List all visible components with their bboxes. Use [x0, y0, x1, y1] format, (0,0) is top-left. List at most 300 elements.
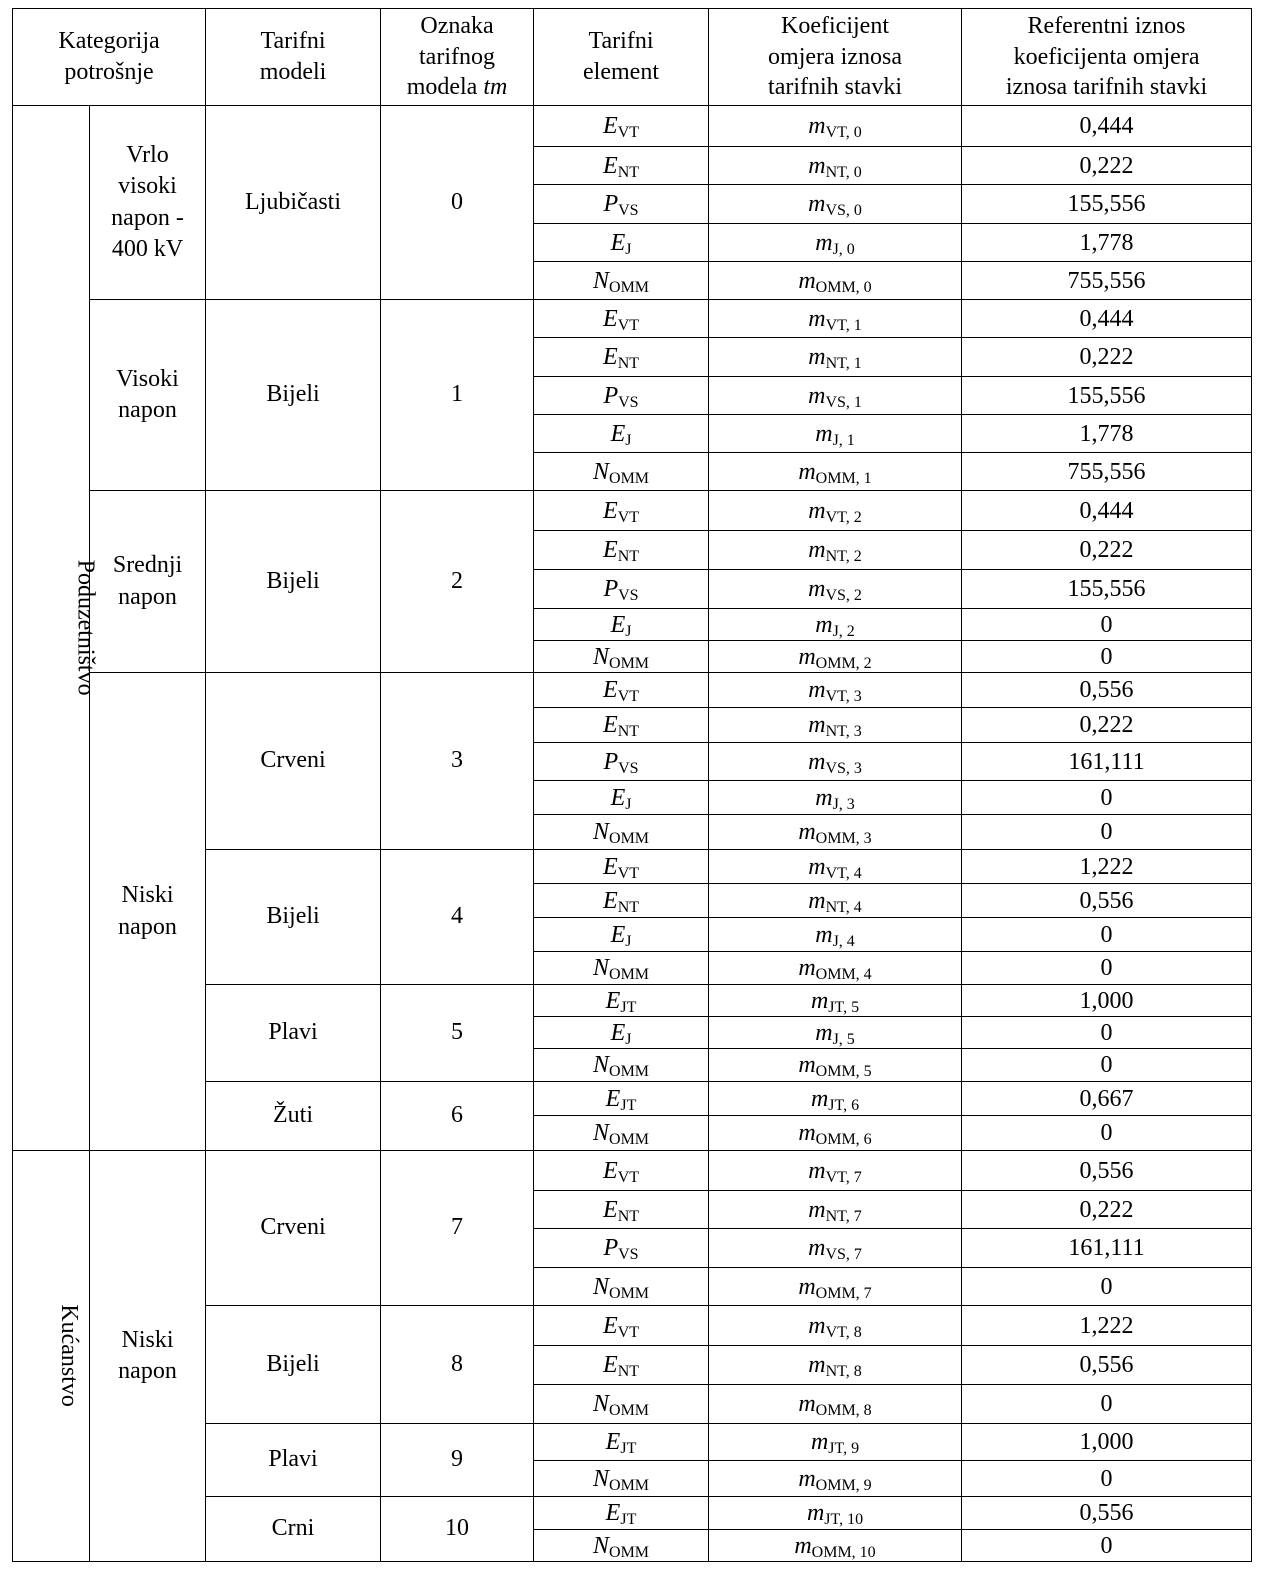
coefficient-cell [709, 262, 962, 300]
element-symbol: E [605, 1429, 621, 1455]
coefficient-subscript: OMM, 3 [815, 830, 872, 847]
reference-value-cell: 0,222 [962, 338, 1252, 377]
header-models: Tarifni modeli [206, 9, 381, 106]
coefficient-symbol: m [808, 1157, 826, 1184]
element-subscript: JT [620, 1511, 637, 1528]
element-subscript: VS [618, 759, 639, 777]
element-subscript: VT [617, 864, 640, 882]
element-symbol: E [605, 1500, 621, 1526]
element-subscript: VT [617, 688, 640, 705]
header-row [13, 9, 1252, 106]
reference-value-cell: 0,222 [962, 147, 1252, 185]
coefficient-subscript: JT, 6 [828, 1096, 860, 1114]
element-symbol: E [603, 1196, 618, 1223]
element-subscript: OMM [609, 1402, 650, 1419]
tariff-model-tm-cell: 5 [381, 985, 534, 1082]
element-subscript: J [625, 240, 632, 258]
coefficient-subscript: J, 2 [832, 622, 855, 640]
coefficient-subscript: NT, 7 [825, 1207, 862, 1225]
voltage-level-cell: Vrlo visoki napon - 400 kV [90, 106, 206, 300]
header-element: Tarifni element [534, 9, 709, 106]
element-symbol: N [593, 1532, 610, 1559]
coefficient-cell [709, 1385, 962, 1424]
table-body [13, 106, 1252, 1562]
coefficient-cell [709, 377, 962, 415]
coefficient-subscript: OMM, 4 [815, 966, 872, 983]
tariff-model-tm-cell: 7 [381, 1151, 534, 1306]
reference-value-cell: 1,778 [962, 415, 1252, 453]
coefficient-symbol: m [798, 643, 816, 670]
tariff-model-cell: Plavi [206, 1424, 381, 1497]
coefficient-subscript: OMM, 2 [815, 654, 872, 672]
tariff-element-cell [534, 1229, 709, 1268]
tariff-element-cell [534, 1191, 709, 1229]
tariff-element-cell [534, 570, 709, 609]
coefficient-symbol: m [808, 497, 826, 524]
element-symbol: E [603, 537, 618, 563]
reference-value-cell: 0,556 [962, 884, 1252, 918]
coefficient-symbol: m [808, 537, 826, 563]
element-symbol: E [610, 420, 626, 447]
voltage-level-cell: Visoki napon [90, 300, 206, 491]
coefficient-subscript: OMM, 9 [815, 1476, 872, 1494]
tariff-element-cell [534, 708, 709, 743]
coefficient-subscript: VS, 2 [825, 587, 862, 604]
coefficient-symbol: m [810, 987, 829, 1014]
reference-value-cell: 755,556 [962, 262, 1252, 300]
element-symbol: E [603, 1352, 618, 1378]
element-symbol: E [603, 344, 618, 370]
element-subscript: VS [618, 1246, 639, 1263]
element-subscript: VT [617, 316, 640, 334]
coefficient-subscript: JT, 9 [828, 1440, 860, 1457]
element-subscript: OMM [609, 1476, 650, 1494]
header-tm-italic: tm [483, 74, 508, 101]
element-subscript: VT [617, 124, 640, 141]
element-symbol: P [603, 382, 619, 409]
coefficient-symbol: m [808, 344, 826, 370]
coefficient-cell [709, 673, 962, 708]
coefficient-cell [709, 1346, 962, 1385]
tariff-element-cell [534, 609, 709, 641]
coefficient-cell [709, 415, 962, 453]
coefficient-cell [709, 570, 962, 609]
tariff-element-cell [534, 415, 709, 453]
element-symbol: E [610, 921, 626, 948]
coefficient-cell [709, 743, 962, 781]
tariff-model-tm-cell: 3 [381, 673, 534, 850]
element-symbol: E [610, 229, 626, 256]
element-subscript: OMM [609, 830, 650, 847]
coefficient-symbol: m [798, 819, 816, 845]
reference-value-cell: 1,000 [962, 985, 1252, 1017]
coefficient-symbol: m [798, 955, 816, 981]
coefficient-cell [709, 1017, 962, 1049]
element-symbol: N [593, 1120, 610, 1146]
coefficient-cell [709, 491, 962, 531]
reference-value-cell: 155,556 [962, 570, 1252, 609]
tariff-element-cell [534, 1082, 709, 1116]
reference-value-cell: 1,222 [962, 1306, 1252, 1346]
element-symbol: N [593, 955, 610, 981]
element-subscript: JT [620, 998, 637, 1016]
tariff-model-tm-cell: 9 [381, 1424, 534, 1497]
coefficient-cell [709, 1530, 962, 1562]
coefficient-symbol: m [815, 611, 833, 638]
reference-value-cell: 755,556 [962, 453, 1252, 491]
tariff-element-cell [534, 491, 709, 531]
coefficient-subscript: OMM, 1 [815, 469, 872, 487]
element-symbol: E [610, 784, 626, 811]
coefficient-cell [709, 884, 962, 918]
voltage-level-cell: Niski napon [90, 1151, 206, 1562]
coefficient-subscript: J, 1 [832, 431, 855, 449]
coefficient-subscript: VT, 4 [825, 864, 862, 882]
coefficient-cell [709, 850, 962, 884]
coefficient-symbol: m [815, 229, 833, 256]
tariff-element-cell [534, 1151, 709, 1191]
element-symbol: E [603, 853, 618, 880]
element-subscript: VT [617, 508, 640, 526]
tariff-coefficients-table [12, 8, 1252, 1562]
coefficient-symbol: m [798, 1391, 816, 1417]
coefficient-subscript: JT, 10 [824, 1511, 864, 1528]
tariff-model-cell: Bijeli [206, 1306, 381, 1424]
element-subscript: VT [617, 1323, 640, 1341]
tariff-model-tm-cell: 6 [381, 1082, 534, 1151]
category-label: Kućanstvo [55, 1304, 82, 1408]
coefficient-symbol: m [808, 305, 826, 332]
element-subscript: J [625, 1030, 632, 1048]
coefficient-cell [709, 1306, 962, 1346]
coefficient-cell [709, 1049, 962, 1082]
reference-value-cell: 0 [962, 952, 1252, 985]
tariff-model-cell: Žuti [206, 1082, 381, 1151]
tariff-element-cell [534, 300, 709, 338]
table-row [13, 673, 1252, 708]
element-subscript: JT [620, 1440, 637, 1457]
coefficient-cell [709, 1497, 962, 1530]
element-subscript: J [625, 932, 632, 950]
table-row [13, 491, 1252, 531]
element-symbol: P [603, 1235, 619, 1261]
coefficient-cell [709, 609, 962, 641]
category-label: Poduzetništvo [72, 560, 99, 696]
element-symbol: P [603, 748, 619, 775]
coefficient-subscript: VT, 1 [825, 316, 862, 334]
element-symbol: N [593, 458, 610, 485]
coefficient-cell [709, 147, 962, 185]
coefficient-subscript: J, 5 [832, 1030, 855, 1048]
element-subscript: NT [617, 355, 640, 372]
coefficient-symbol: m [808, 1235, 826, 1261]
reference-value-cell: 0 [962, 815, 1252, 850]
reference-value-cell: 0,667 [962, 1082, 1252, 1116]
element-subscript: J [625, 795, 632, 813]
table-row [13, 106, 1252, 147]
element-subscript: OMM [609, 654, 650, 672]
element-symbol: E [603, 887, 618, 914]
reference-value-cell: 0,444 [962, 491, 1252, 531]
coefficient-cell [709, 641, 962, 673]
tariff-element-cell [534, 985, 709, 1017]
coefficient-subscript: VT, 8 [825, 1323, 862, 1341]
tariff-element-cell [534, 106, 709, 147]
coefficient-subscript: NT, 1 [825, 355, 862, 372]
coefficient-symbol: m [808, 576, 826, 602]
tariff-element-cell [534, 185, 709, 224]
element-symbol: N [593, 1052, 610, 1078]
coefficient-cell [709, 815, 962, 850]
coefficient-symbol: m [798, 267, 816, 294]
tariff-model-tm-cell: 2 [381, 491, 534, 673]
element-subscript: NT [617, 723, 640, 740]
tariff-element-cell [534, 1306, 709, 1346]
element-subscript: NT [617, 163, 640, 181]
coefficient-cell [709, 531, 962, 570]
coefficient-cell [709, 1191, 962, 1229]
tariff-model-tm-cell: 4 [381, 850, 534, 985]
coefficient-symbol: m [806, 1500, 825, 1526]
tariff-element-cell [534, 453, 709, 491]
element-symbol: E [603, 712, 618, 738]
reference-value-cell: 0,556 [962, 1346, 1252, 1385]
coefficient-symbol: m [808, 113, 826, 139]
tariff-element-cell [534, 377, 709, 415]
reference-value-cell: 0,222 [962, 708, 1252, 743]
header-tm-text: Oznaka tarifnog modela [406, 12, 495, 101]
coefficient-subscript: NT, 3 [825, 723, 862, 740]
coefficient-subscript: OMM, 5 [815, 1063, 872, 1080]
coefficient-symbol: m [815, 921, 833, 948]
tariff-element-cell [534, 743, 709, 781]
coefficient-subscript: VT, 3 [825, 688, 862, 705]
tariff-element-cell [534, 1497, 709, 1530]
coefficient-subscript: VT, 2 [825, 508, 862, 526]
tariff-element-cell [534, 815, 709, 850]
element-symbol: E [605, 1085, 621, 1112]
element-subscript: JT [620, 1096, 637, 1114]
coefficient-subscript: VT, 0 [825, 124, 862, 141]
coefficient-symbol: m [808, 712, 826, 738]
element-symbol: N [593, 1465, 610, 1492]
tariff-model-tm-cell: 0 [381, 106, 534, 300]
reference-value-cell: 0 [962, 1268, 1252, 1306]
coefficient-cell [709, 224, 962, 262]
tariff-model-cell: Bijeli [206, 491, 381, 673]
coefficient-symbol: m [798, 1465, 816, 1492]
reference-value-cell: 155,556 [962, 185, 1252, 224]
reference-value-cell: 0 [962, 1461, 1252, 1497]
element-subscript: VT [617, 1168, 640, 1186]
coefficient-symbol: m [810, 1429, 829, 1455]
table-row [13, 300, 1252, 338]
element-symbol: E [603, 677, 618, 703]
element-subscript: J [625, 431, 632, 449]
coefficient-symbol: m [808, 1352, 826, 1378]
tariff-model-tm-cell: 1 [381, 300, 534, 491]
reference-value-cell: 0 [962, 781, 1252, 815]
header-reference-value: Referentni iznos koeficijenta omjera iznosa tarifnih stavki [962, 9, 1252, 106]
element-symbol: E [605, 987, 621, 1014]
coefficient-subscript: J, 3 [832, 795, 855, 813]
coefficient-subscript: OMM, 10 [811, 1543, 876, 1561]
tariff-element-cell [534, 850, 709, 884]
coefficient-symbol: m [808, 1196, 826, 1223]
reference-value-cell: 0,444 [962, 300, 1252, 338]
coefficient-subscript: JT, 5 [828, 998, 860, 1016]
element-subscript: NT [617, 1363, 640, 1380]
coefficient-subscript: OMM, 0 [815, 278, 872, 296]
tariff-element-cell [534, 1461, 709, 1497]
element-subscript: NT [617, 1207, 640, 1225]
coefficient-subscript: J, 0 [832, 240, 855, 258]
element-symbol: N [593, 1273, 610, 1300]
coefficient-symbol: m [815, 420, 833, 447]
reference-value-cell: 161,111 [962, 1229, 1252, 1268]
reference-value-cell: 0 [962, 609, 1252, 641]
coefficient-subscript: OMM, 7 [815, 1284, 872, 1302]
coefficient-cell [709, 300, 962, 338]
element-symbol: E [610, 611, 626, 638]
coefficient-symbol: m [798, 1120, 816, 1146]
tariff-element-cell [534, 1424, 709, 1461]
category-cell [13, 106, 99, 1151]
element-symbol: P [603, 576, 619, 602]
coefficient-cell [709, 918, 962, 952]
reference-value-cell: 0 [962, 1385, 1252, 1424]
table-row [13, 1151, 1252, 1191]
element-symbol: E [610, 1019, 626, 1046]
header-tm [381, 9, 534, 106]
coefficient-subscript: VT, 7 [825, 1168, 862, 1186]
coefficient-cell [709, 781, 962, 815]
reference-value-cell: 0,222 [962, 1191, 1252, 1229]
tariff-model-cell: Plavi [206, 985, 381, 1082]
coefficient-cell [709, 1268, 962, 1306]
coefficient-subscript: VS, 7 [825, 1246, 862, 1263]
element-subscript: OMM [609, 966, 650, 983]
tariff-element-cell [534, 147, 709, 185]
coefficient-cell [709, 985, 962, 1017]
coefficient-symbol: m [808, 748, 826, 775]
coefficient-cell [709, 952, 962, 985]
tariff-element-cell [534, 1116, 709, 1151]
tariff-element-cell [534, 1346, 709, 1385]
coefficient-symbol: m [810, 1085, 829, 1112]
tariff-element-cell [534, 338, 709, 377]
tariff-model-tm-cell: 8 [381, 1306, 534, 1424]
coefficient-subscript: NT, 0 [825, 163, 862, 181]
header-category: Kategorija potrošnje [13, 9, 206, 106]
element-subscript: OMM [609, 1063, 650, 1080]
element-symbol: N [593, 1391, 610, 1417]
coefficient-symbol: m [794, 1532, 812, 1559]
element-symbol: N [593, 819, 610, 845]
element-subscript: NT [617, 548, 640, 565]
element-subscript: VS [618, 202, 639, 219]
element-symbol: E [603, 305, 618, 332]
reference-value-cell: 0 [962, 1049, 1252, 1082]
coefficient-subscript: J, 4 [832, 932, 855, 950]
reference-value-cell: 0 [962, 641, 1252, 673]
element-symbol: E [603, 1157, 618, 1184]
coefficient-cell [709, 1082, 962, 1116]
reference-value-cell: 0 [962, 1017, 1252, 1049]
coefficient-cell [709, 453, 962, 491]
reference-value-cell: 1,000 [962, 1424, 1252, 1461]
element-subscript: OMM [609, 278, 650, 296]
tariff-element-cell [534, 781, 709, 815]
element-symbol: P [603, 191, 619, 217]
coefficient-symbol: m [798, 1052, 816, 1078]
coefficient-cell [709, 1424, 962, 1461]
reference-value-cell: 0,556 [962, 1151, 1252, 1191]
tariff-model-cell: Crveni [206, 1151, 381, 1306]
coefficient-cell [709, 185, 962, 224]
tariff-model-cell: Crni [206, 1497, 381, 1562]
reference-value-cell: 0,222 [962, 531, 1252, 570]
voltage-level-cell: Niski napon [90, 673, 206, 1151]
coefficient-symbol: m [808, 191, 826, 217]
tariff-element-cell [534, 918, 709, 952]
tariff-element-cell [534, 1049, 709, 1082]
element-subscript: VS [618, 587, 639, 604]
reference-value-cell: 0,444 [962, 106, 1252, 147]
element-symbol: E [603, 497, 618, 524]
reference-value-cell: 161,111 [962, 743, 1252, 781]
voltage-level-cell: Srednji napon [90, 491, 206, 673]
element-subscript: OMM [609, 1543, 650, 1561]
coefficient-symbol: m [808, 677, 826, 703]
tariff-element-cell [534, 884, 709, 918]
coefficient-cell [709, 1461, 962, 1497]
element-symbol: E [603, 113, 618, 139]
coefficient-symbol: m [798, 1273, 816, 1300]
coefficient-cell [709, 1116, 962, 1151]
element-subscript: NT [617, 898, 640, 916]
coefficient-subscript: NT, 8 [825, 1363, 862, 1380]
reference-value-cell: 0,556 [962, 673, 1252, 708]
element-symbol: E [603, 1312, 618, 1339]
coefficient-symbol: m [815, 784, 833, 811]
coefficient-symbol: m [808, 1312, 826, 1339]
reference-value-cell: 1,778 [962, 224, 1252, 262]
element-subscript: OMM [609, 1284, 650, 1302]
tariff-model-cell: Ljubičasti [206, 106, 381, 300]
reference-value-cell: 0 [962, 1530, 1252, 1562]
reference-value-cell: 0 [962, 918, 1252, 952]
reference-value-cell: 0 [962, 1116, 1252, 1151]
tariff-element-cell [534, 952, 709, 985]
coefficient-subscript: NT, 2 [825, 548, 862, 565]
element-subscript: VS [618, 393, 639, 411]
coefficient-subscript: VS, 0 [825, 202, 862, 219]
reference-value-cell: 1,222 [962, 850, 1252, 884]
tariff-element-cell [534, 1017, 709, 1049]
coefficient-symbol: m [808, 382, 826, 409]
element-subscript: J [625, 622, 632, 640]
coefficient-cell [709, 1151, 962, 1191]
tariff-element-cell [534, 531, 709, 570]
tariff-model-cell: Crveni [206, 673, 381, 850]
element-symbol: E [603, 152, 618, 179]
tariff-element-cell [534, 262, 709, 300]
element-subscript: OMM [609, 1131, 650, 1148]
reference-value-cell: 0,556 [962, 1497, 1252, 1530]
element-symbol: N [593, 643, 610, 670]
coefficient-subscript: NT, 4 [825, 898, 862, 916]
